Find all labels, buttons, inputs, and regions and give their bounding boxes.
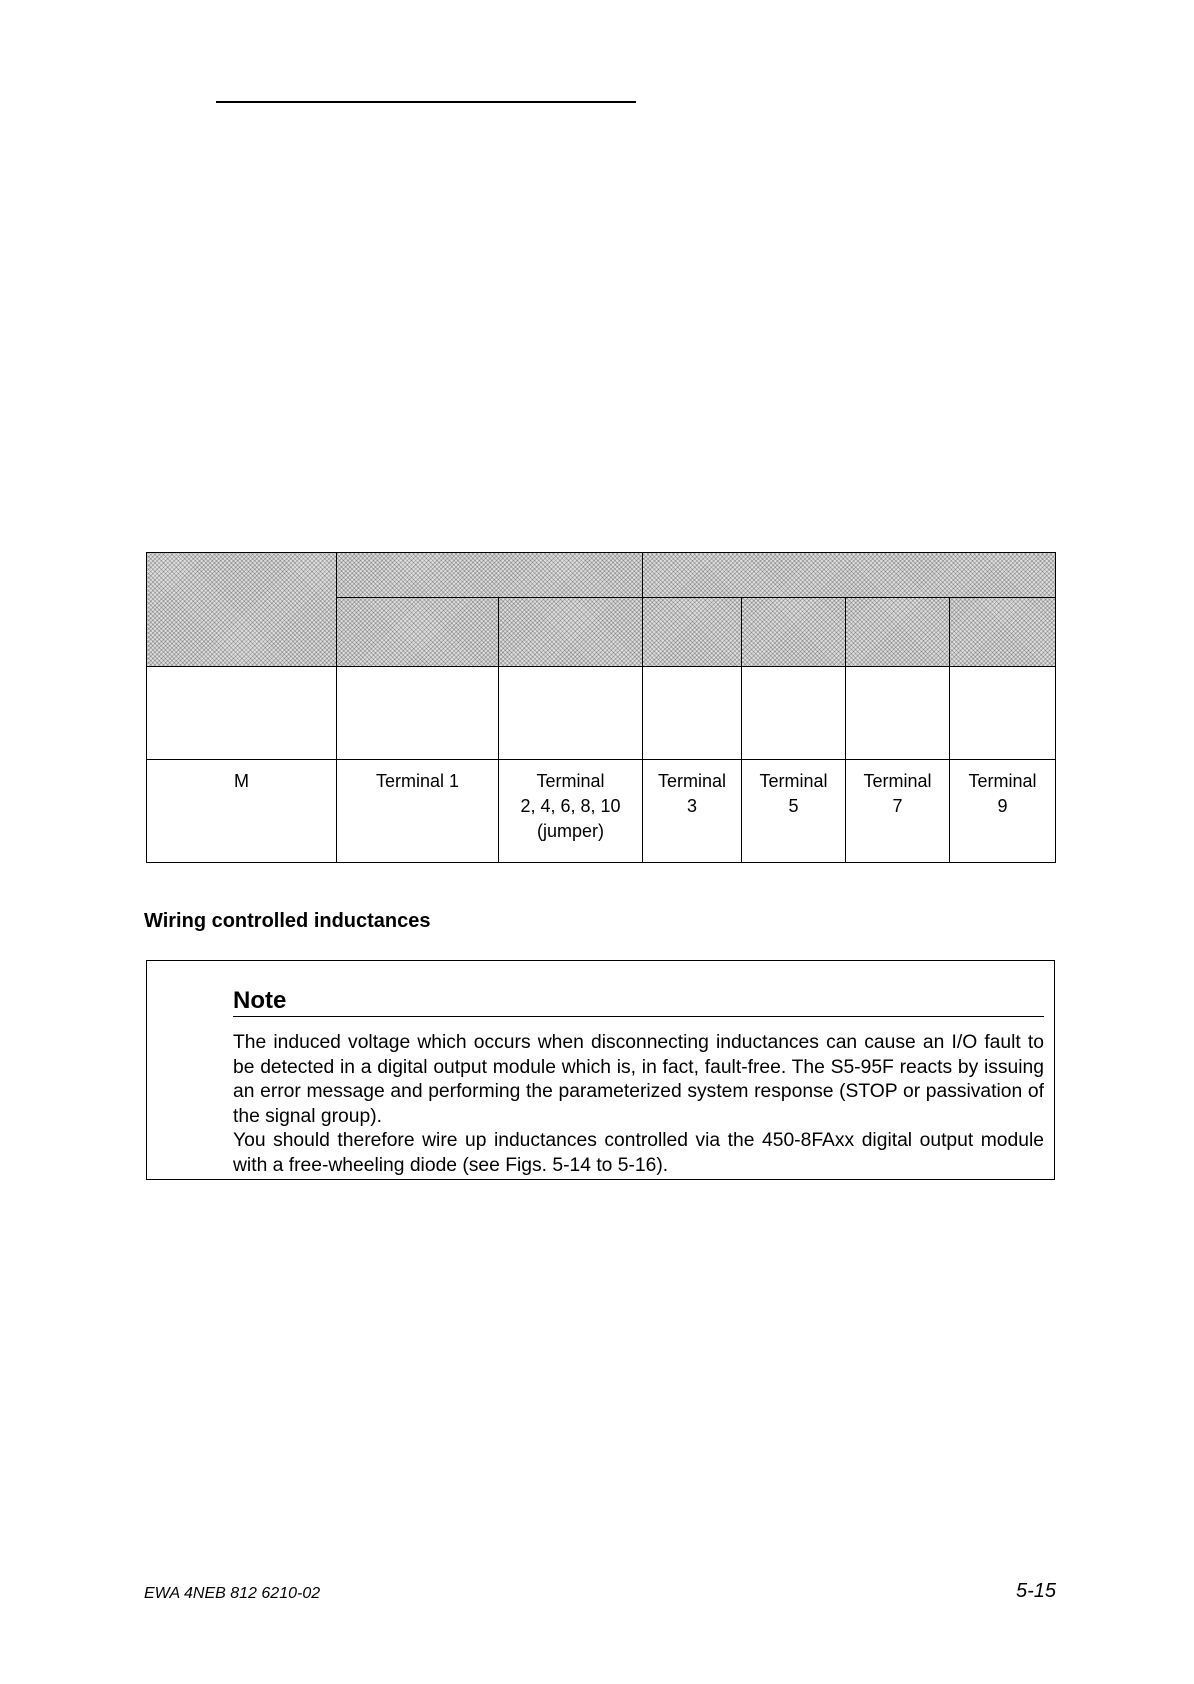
table-cell bbox=[337, 760, 499, 863]
table-cell bbox=[950, 760, 1056, 863]
note-paragraph: You should therefore wire up inductances controlled via the 450-8FAxx digital output module with a free-wheeling diode (see Figs. 5-14 to 5-16). bbox=[233, 1130, 1044, 1176]
table-cell bbox=[846, 760, 950, 863]
note-paragraph: The induced voltage which occurs when disconnecting inductances can cause an I/O fault to be detected in a digital output module which is, in fact, fault-free. The S5-95F reacts by issuing an error message and performing the parameterized system response (STOP or passivation of the signal group). bbox=[233, 1032, 1044, 1127]
table-cell bbox=[846, 667, 950, 760]
table-cell bbox=[643, 667, 742, 760]
cell-text: Terminal 9 bbox=[968, 771, 1037, 816]
note-body bbox=[233, 1031, 1044, 1178]
table-header-cell bbox=[846, 598, 950, 667]
table-header-cell bbox=[337, 553, 643, 598]
section-heading: Wiring controlled inductances bbox=[144, 910, 431, 932]
table-cell bbox=[147, 760, 337, 863]
table-header-cell bbox=[337, 598, 499, 667]
table-header-cell bbox=[499, 598, 643, 667]
table-row bbox=[147, 667, 1056, 760]
table-header-row-1 bbox=[147, 553, 1056, 598]
note-box bbox=[146, 960, 1055, 1180]
page-number: 5-15 bbox=[1015, 1580, 1056, 1602]
table-cell bbox=[337, 667, 499, 760]
table-row bbox=[147, 760, 1056, 863]
cell-text: Terminal 5 bbox=[759, 771, 828, 816]
table-header-cell bbox=[643, 553, 1056, 598]
table-header-cell bbox=[643, 598, 742, 667]
document-id: EWA 4NEB 812 6210-02 bbox=[144, 1585, 321, 1602]
table-cell bbox=[742, 760, 846, 863]
table-header-cell bbox=[950, 598, 1056, 667]
table-cell bbox=[147, 667, 337, 760]
cell-text: Terminal 7 bbox=[863, 771, 932, 816]
top-rule bbox=[216, 101, 636, 103]
table-cell bbox=[742, 667, 846, 760]
table-header-cell bbox=[742, 598, 846, 667]
table-cell bbox=[499, 760, 643, 863]
cell-text: Terminal 1 bbox=[375, 771, 460, 791]
note-title: Note bbox=[233, 986, 1044, 1017]
table-cell bbox=[643, 760, 742, 863]
cell-text: M bbox=[234, 771, 249, 791]
table-header-cell bbox=[147, 553, 337, 667]
terminal-assignment-table bbox=[146, 552, 1056, 863]
table-cell bbox=[950, 667, 1056, 760]
table-cell bbox=[499, 667, 643, 760]
cell-text: Terminal 3 bbox=[657, 771, 727, 816]
cell-text: Terminal 2, 4, 6, 8, 10 (jumper) bbox=[520, 771, 621, 841]
